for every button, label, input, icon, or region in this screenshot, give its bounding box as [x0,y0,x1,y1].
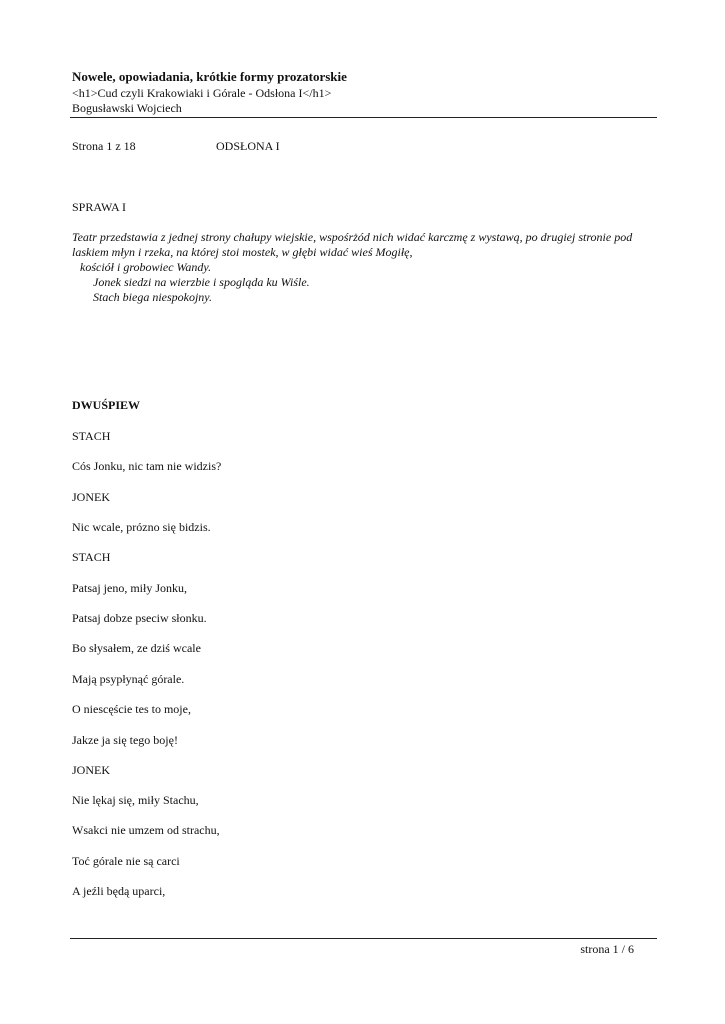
work-title: <h1>Cud czyli Krakowiaki i Górale - Odsłona I</h1> [72,86,332,100]
speaker-name: JONEK [72,763,110,777]
speaker-name: STACH [72,429,111,443]
verse-line: Toć górale nie są carci [72,854,180,868]
page-label: Strona 1 z 18 [72,139,136,153]
stage-line: Jonek siedzi na wierzbie i spogląda ku Wiśle. [93,275,310,289]
verse-line: Patsaj jeno, miły Jonku, [72,581,187,595]
verse-line: Jakze ja się tego boję! [72,733,178,747]
verse-line: Nie lękaj się, miły Stachu, [72,793,199,807]
page-number: strona 1 / 6 [580,942,634,956]
page-info-row [72,139,280,154]
speaker-name: STACH [72,550,111,564]
duet-heading: DWUŚPIEW [72,398,141,412]
act-label: ODSŁONA I [216,139,280,153]
stage-line: Teatr przedstawia z jednej strony chałupy wiejskie, wspośrżód nich widać karczmę z wystawą, po drugiej stronie pod [72,230,633,244]
author-name: Bogusławski Wojciech [72,101,182,115]
stage-line: kościół i grobowiec Wandy. [80,260,212,274]
verse-line: O niescęście tes to moje, [72,702,191,716]
stage-line: laskiem młyn i rzeka, na której stoi mostek, w głębi widać wieś Mogiłę, [72,245,413,259]
verse-line: Bo słysałem, ze dziś wcale [72,641,201,655]
stage-directions [72,230,657,305]
verse-line: Patsaj dobze pseciw słonku. [72,611,207,625]
footer-divider [70,938,657,939]
verse-line: A jeźli będą uparci, [72,884,166,898]
verse-line: Mają psypłynąć górale. [72,672,185,686]
verse-line: Cós Jonku, nic tam nie widzis? [72,459,222,473]
section-heading: SPRAWA I [72,200,127,214]
speaker-name: JONEK [72,490,110,504]
verse-line: Wsakci nie umzem od strachu, [72,823,220,837]
collection-title: Nowele, opowiadania, krótkie formy prozatorskie [72,69,347,84]
header-divider [70,117,657,118]
stage-line: Stach biega niespokojny. [93,290,212,304]
verse-line: Nic wcale, prózno się bidzis. [72,520,211,534]
